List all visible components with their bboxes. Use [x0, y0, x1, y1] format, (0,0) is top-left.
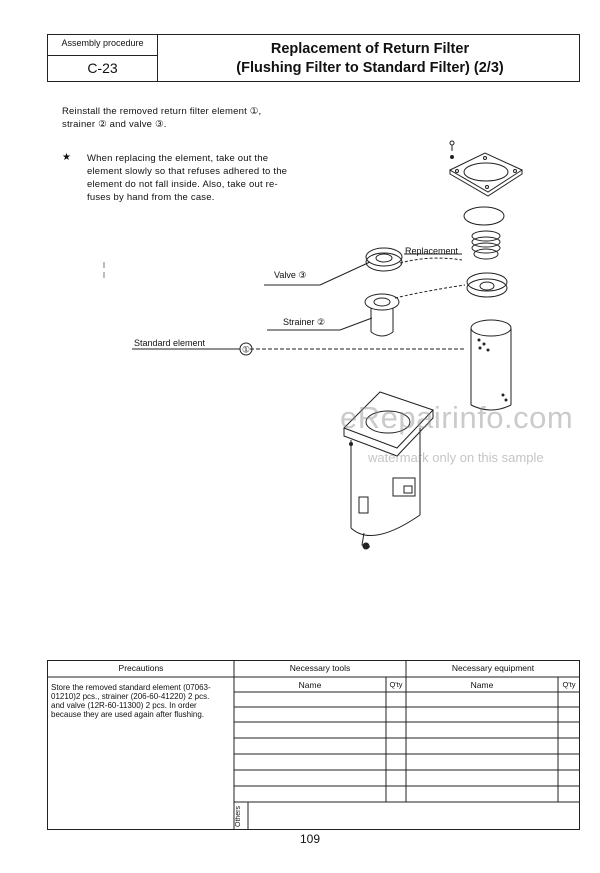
valve-label: Valve ③ [274, 270, 307, 280]
page-number: 109 [299, 832, 321, 846]
star-icon: ★ [62, 152, 71, 163]
note-line-4: fuses by hand from the case. [87, 192, 215, 203]
precaution-line-4: because they are used again after flushing. [51, 710, 204, 719]
procedure-label: Assembly procedure [61, 38, 144, 48]
note-line-3: element do not fall inside. Also, take out re- [87, 179, 278, 190]
watermark-note: watermark only on this sample [368, 450, 544, 465]
circle-1-label: ① [241, 344, 251, 355]
equipment-name-header: Name [470, 680, 494, 690]
precaution-line-2: 01210)2 pcs., strainer (206-60-41220) 2 pcs. [51, 692, 210, 701]
standard-element-label: Standard element [134, 338, 206, 348]
note-line-2: element slowly so that refuses adhered to the [87, 166, 288, 177]
title-line-2: (Flushing Filter to Standard Filter) (2/3) [236, 60, 504, 76]
procedure-code: C-23 [87, 60, 118, 76]
precautions-header: Precautions [118, 663, 164, 673]
replacement-label: Replacement [405, 246, 459, 256]
intro-line-1: Reinstall the removed return filter element ①, [62, 106, 262, 117]
note-line-1: When replacing the element, take out the [87, 153, 269, 164]
intro-line-2: strainer ② and valve ③. [62, 119, 167, 130]
title-line-1: Replacement of Return Filter [270, 41, 470, 57]
watermark-logo: eRepairinfo.com [340, 400, 574, 435]
strainer-label: Strainer ② [283, 317, 326, 327]
tools-name-header: Name [298, 680, 322, 690]
equipment-header: Necessary equipment [451, 663, 535, 673]
tools-qty-header: Q'ty [389, 680, 403, 689]
precaution-line-3: and valve (12R-60-11300) 2 pcs. In order [51, 701, 197, 710]
others-label: Others [235, 805, 242, 827]
equipment-qty-header: Q'ty [562, 680, 576, 689]
precaution-text [51, 683, 233, 719]
precaution-line-1: Store the removed standard element (07063- [51, 683, 211, 692]
tools-header: Necessary tools [289, 663, 351, 673]
